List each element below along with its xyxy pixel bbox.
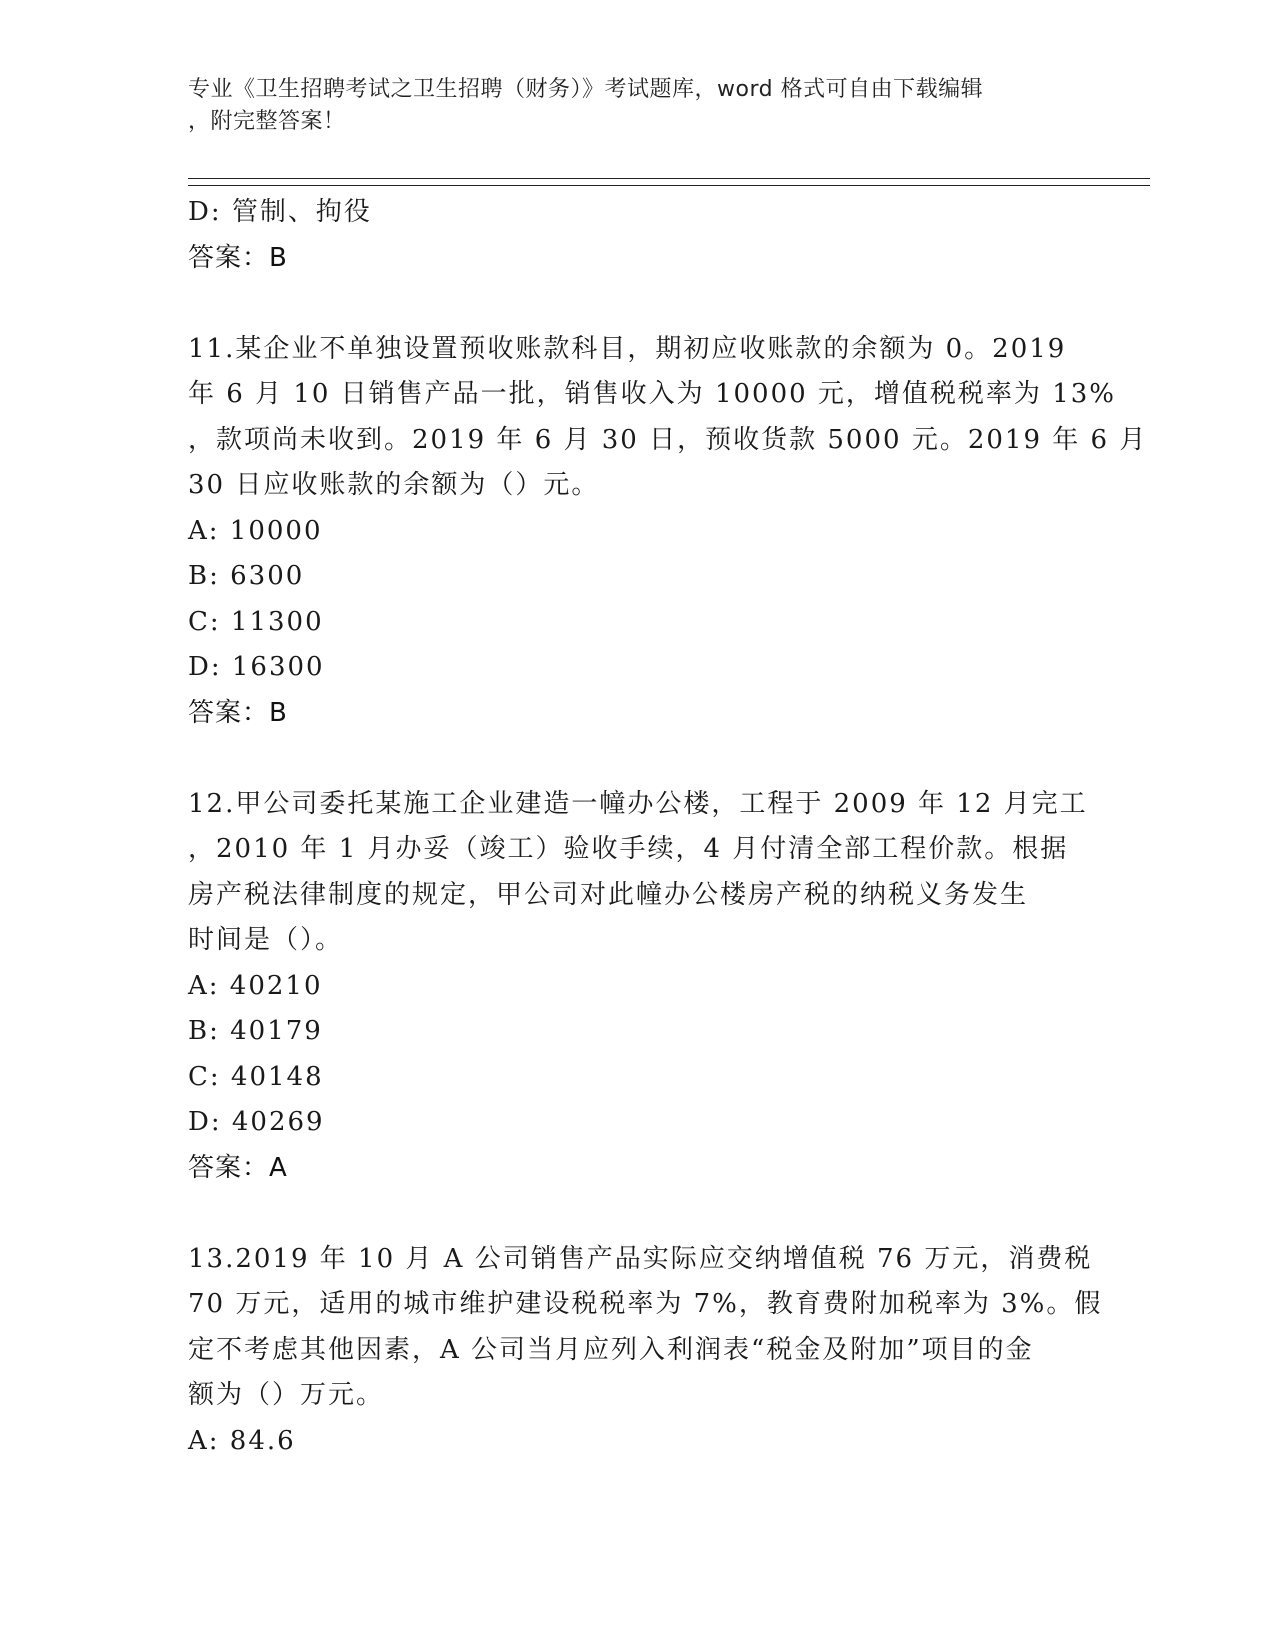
question-text-line: 70 万元，适用的城市维护建设税税率为 7%，教育费附加税率为 3%。假 — [188, 1289, 1103, 1319]
question-text-line: 12.甲公司委托某施工企业建造一幢办公楼，工程于 2009 年 12 月完工 — [188, 788, 1088, 819]
answer-line: 答案：A — [188, 1152, 288, 1183]
spacer — [188, 1191, 1088, 1237]
previous-question-tail — [188, 190, 1088, 281]
question-content — [188, 190, 1148, 1464]
question-text-line: 30 日应收账款的余额为（）元。 — [188, 470, 600, 500]
option-d: D: 40269 — [188, 1107, 325, 1137]
option-b: B: 6300 — [188, 561, 305, 591]
question-text-line: 时间是（）。 — [188, 925, 344, 955]
question-11 — [188, 327, 1148, 737]
answer-line: 答案：B — [188, 242, 288, 273]
question-12 — [188, 782, 1088, 1192]
option-a: A: 10000 — [188, 515, 323, 546]
option-c: C: 40148 — [188, 1061, 324, 1092]
option-a: A: 84.6 — [188, 1425, 296, 1456]
question-text-line: ，款项尚未收到。2019 年 6 月 30 日，预收货款 5000 元。2019 年 6 月 — [188, 424, 1148, 455]
question-text-line: 房产税法律制度的规定，甲公司对此幢办公楼房产税的纳税义务发生 — [188, 879, 1029, 910]
spacer — [188, 281, 1088, 327]
header-line-1: 专业《卫生招聘考试之卫生招聘（财务）》考试题库，word 格式可自由下载编辑 — [188, 77, 984, 102]
option-a: A: 40210 — [188, 970, 323, 1001]
question-text-line: 13.2019 年 10 月 A 公司销售产品实际应交纳增值税 76 万元，消费税 — [188, 1243, 1093, 1274]
option-b: B: 40179 — [188, 1016, 323, 1046]
question-text-line: 11.某企业不单独设置预收账款科目，期初应收账款的余额为 0。2019 — [188, 333, 1067, 364]
question-text-line: ，2010 年 1 月办妥（竣工）验收手续，4 月付清全部工程价款。根据 — [188, 834, 1069, 864]
spacer — [188, 736, 1088, 782]
header-divider — [188, 178, 1150, 186]
header-line-2: ，附完整答案！ — [188, 109, 346, 134]
question-text-line: 额为（）万元。 — [188, 1380, 385, 1410]
question-text-line: 年 6 月 10 日销售产品一批，销售收入为 10000 元，增值税税率为 13% — [188, 379, 1116, 409]
option-c: C: 11300 — [188, 606, 324, 637]
option-d: D: 16300 — [188, 652, 325, 682]
question-13 — [188, 1237, 1103, 1465]
answer-line: 答案：B — [188, 697, 288, 728]
option-d: D: 管制、拘役 — [188, 197, 372, 227]
question-text-line: 定不考虑其他因素，A 公司当月应列入利润表“税金及附加”项目的金 — [188, 1334, 1034, 1365]
page-header — [188, 74, 1088, 138]
